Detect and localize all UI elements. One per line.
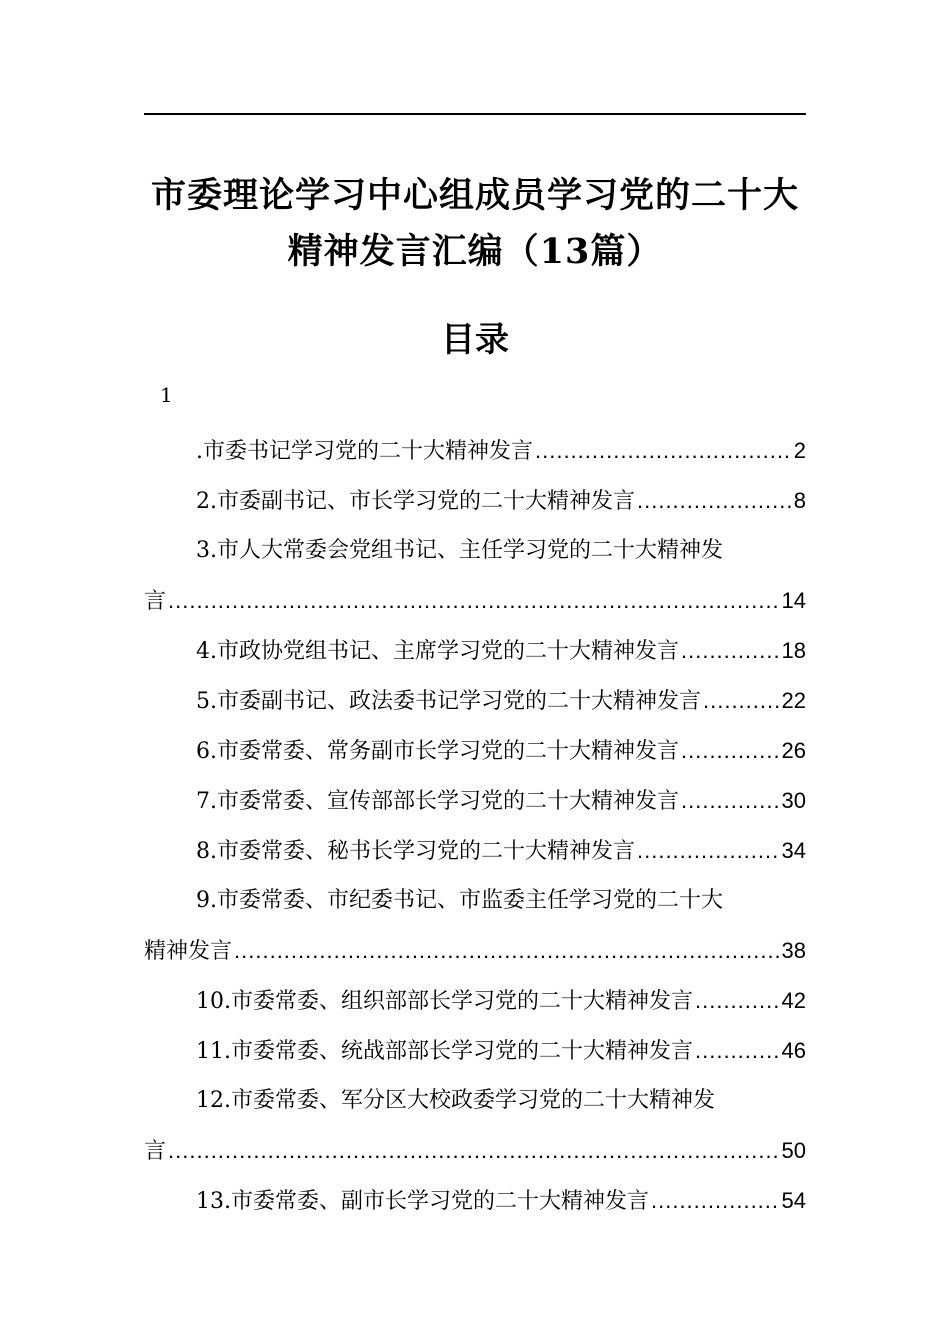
toc-entry[interactable] <box>144 976 806 1026</box>
toc-entry[interactable] <box>144 1076 806 1176</box>
title-line-2: 精神发言汇编（13篇） <box>287 231 663 272</box>
toc-page-number: 54 <box>781 1188 806 1213</box>
toc-entry[interactable] <box>144 626 806 676</box>
toc-heading: 目录 <box>441 320 509 360</box>
toc-entry[interactable] <box>144 826 806 876</box>
toc-entry[interactable] <box>144 776 806 826</box>
toc-entry-line <box>144 1176 806 1226</box>
toc-page-number: 14 <box>781 588 806 613</box>
toc-entry-line <box>144 526 806 576</box>
toc-entry-title: 5.市委副书记、政法委书记学习党的二十大精神发言 <box>196 689 701 714</box>
toc-page-number: 38 <box>781 938 806 963</box>
toc-entry-title: 4.市政协党组书记、主席学习党的二十大精神发言 <box>196 639 679 664</box>
stray-number: 1 <box>160 383 173 407</box>
dot-leader <box>535 426 792 476</box>
dot-leader <box>637 826 780 876</box>
dot-leader <box>168 1126 780 1176</box>
toc-entry[interactable] <box>144 676 806 726</box>
document-title <box>144 168 806 280</box>
dot-leader <box>168 576 780 626</box>
dot-leader <box>695 1026 780 1076</box>
toc-entry-title: 精神发言 <box>144 939 233 964</box>
toc-entry-line <box>144 626 806 676</box>
toc-page-number: 26 <box>781 738 806 763</box>
toc-entry-line <box>144 826 806 876</box>
toc-entry-title: 10.市委常委、组织部部长学习党的二十大精神发言 <box>196 989 693 1014</box>
dot-leader <box>681 726 780 776</box>
toc-entry-title: 3.市人大常委会党组书记、主任学习党的二十大精神发 <box>196 538 723 563</box>
toc-entry-line <box>144 976 806 1026</box>
toc-entry-title: 12.市委常委、军分区大校政委学习党的二十大精神发 <box>196 1088 715 1113</box>
toc-entry[interactable] <box>144 426 806 476</box>
dot-leader <box>681 626 780 676</box>
toc-entry-line <box>144 926 806 976</box>
toc-entry-line <box>144 776 806 826</box>
toc-page-number: 42 <box>781 988 806 1013</box>
dot-leader <box>695 976 780 1026</box>
toc-entry[interactable] <box>144 876 806 976</box>
toc-entry-line <box>144 1076 806 1126</box>
toc-entry-title: 11.市委常委、统战部部长学习党的二十大精神发言 <box>196 1039 693 1064</box>
toc-entry-title: .市委书记学习党的二十大精神发言 <box>196 439 533 464</box>
toc-entry[interactable] <box>144 726 806 776</box>
toc-entry-title: 言 <box>144 1139 167 1164</box>
toc-page-number: 22 <box>781 688 806 713</box>
toc-entry[interactable] <box>144 526 806 626</box>
toc-entry-line <box>144 726 806 776</box>
dot-leader <box>703 676 780 726</box>
dot-leader <box>651 1176 780 1226</box>
toc-entry-line <box>144 426 806 476</box>
toc-page-number: 2 <box>793 438 806 463</box>
toc-entry-title: 言 <box>144 589 167 614</box>
title-line-1: 市委理论学习中心组成员学习党的二十大 <box>150 175 799 216</box>
toc-page-number: 50 <box>781 1138 806 1163</box>
toc-entry-title: 2.市委副书记、市长学习党的二十大精神发言 <box>196 489 635 514</box>
dot-leader <box>681 776 780 826</box>
toc-page-number: 34 <box>781 838 806 863</box>
toc-entry-title: 7.市委常委、宣传部部长学习党的二十大精神发言 <box>196 789 679 814</box>
toc-entry-title: 8.市委常委、秘书长学习党的二十大精神发言 <box>196 839 635 864</box>
toc-entry-title: 9.市委常委、市纪委书记、市监委主任学习党的二十大 <box>196 888 723 913</box>
toc-entry-line <box>144 576 806 626</box>
toc-entry-line <box>144 1026 806 1076</box>
dot-leader <box>234 926 780 976</box>
toc-entry-title: 6.市委常委、常务副市长学习党的二十大精神发言 <box>196 739 679 764</box>
toc-entry-title: 13.市委常委、副市长学习党的二十大精神发言 <box>196 1189 649 1214</box>
header-rule <box>144 113 806 115</box>
toc-entry-line <box>144 876 806 926</box>
toc-entry[interactable] <box>144 476 806 526</box>
toc-entry[interactable] <box>144 1176 806 1226</box>
dot-leader <box>637 476 792 526</box>
toc-page-number: 46 <box>781 1038 806 1063</box>
toc-entry[interactable] <box>144 1026 806 1076</box>
toc-entry-line <box>144 676 806 726</box>
table-of-contents <box>144 426 806 1226</box>
toc-entry-line <box>144 1126 806 1176</box>
toc-page-number: 8 <box>793 488 806 513</box>
toc-page-number: 30 <box>781 788 806 813</box>
toc-entry-line <box>144 476 806 526</box>
toc-page-number: 18 <box>781 638 806 663</box>
